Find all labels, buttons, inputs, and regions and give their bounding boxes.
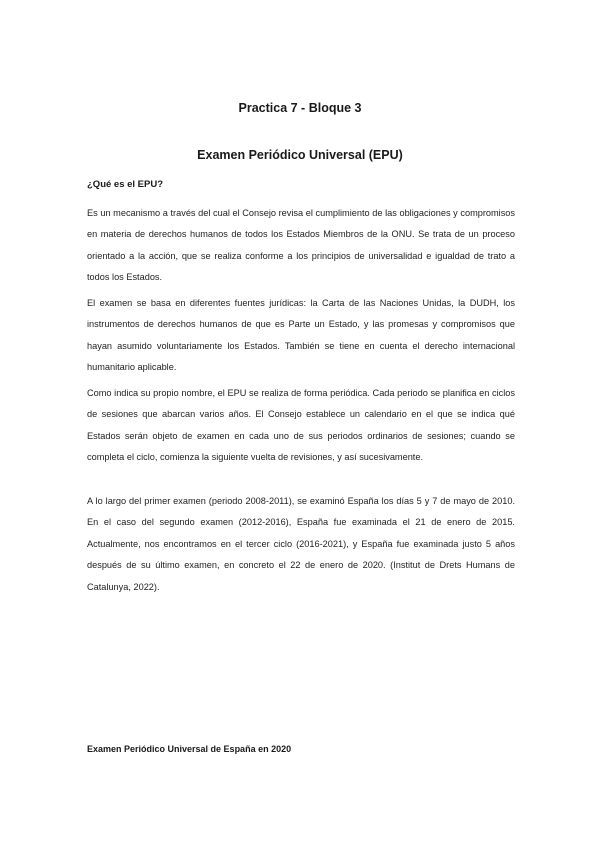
paragraph-1: Es un mecanismo a través del cual el Consejo revisa el cumplimiento de las obligaciones y compromisos en materia de derechos humanos de todos los Estados Miembros de la ONU. Se trata de un proceso orientado a la acción, que se realiza conforme a los principios de universalidad e igualdad de trato a todos los Estados.	[87, 208, 515, 283]
document-heading: Examen Periódico Universal (EPU)	[197, 148, 403, 162]
question-heading: ¿Qué es el EPU?	[87, 179, 164, 190]
paragraph-2: El examen se basa en diferentes fuentes jurídicas: la Carta de las Naciones Unidas, la DUDH, los instrumentos de derechos humanos de que es Parte un Estado, y las promesas y compromisos que hayan asumido voluntariamente los Estados. También se tiene en cuenta el derecho internacional humanitario aplicable.	[87, 298, 515, 373]
paragraph-3: Como indica su propio nombre, el EPU se realiza de forma periódica. Cada periodo se planifica en ciclos de sesiones que abarcan varios años. El Consejo establece un calendario en el que se indica qué Estados serán objeto de examen en cada uno de sus periodos ordinarios de sesiones; cuando se completa el ciclo, comienza la siguiente vuelta de revisiones, y así sucesivamente.	[87, 388, 515, 463]
section-heading: Examen Periódico Universal de España en 2020	[87, 744, 292, 754]
paragraph-4: A lo largo del primer examen (periodo 2008-2011), se examinó España los días 5 y 7 de mayo de 2010. En el caso del segundo examen (2012-2016), España fue examinada el 21 de enero de 2015. Actualmente, nos encontramos en el tercer ciclo (2016-2021), y España fue examinada justo 5 años después de su último examen, en concreto el 22 de enero de 2020. (Institut de Drets Humans de Catalunya, 2022).	[87, 496, 515, 592]
page-title: Practica 7 - Bloque 3	[238, 101, 362, 115]
